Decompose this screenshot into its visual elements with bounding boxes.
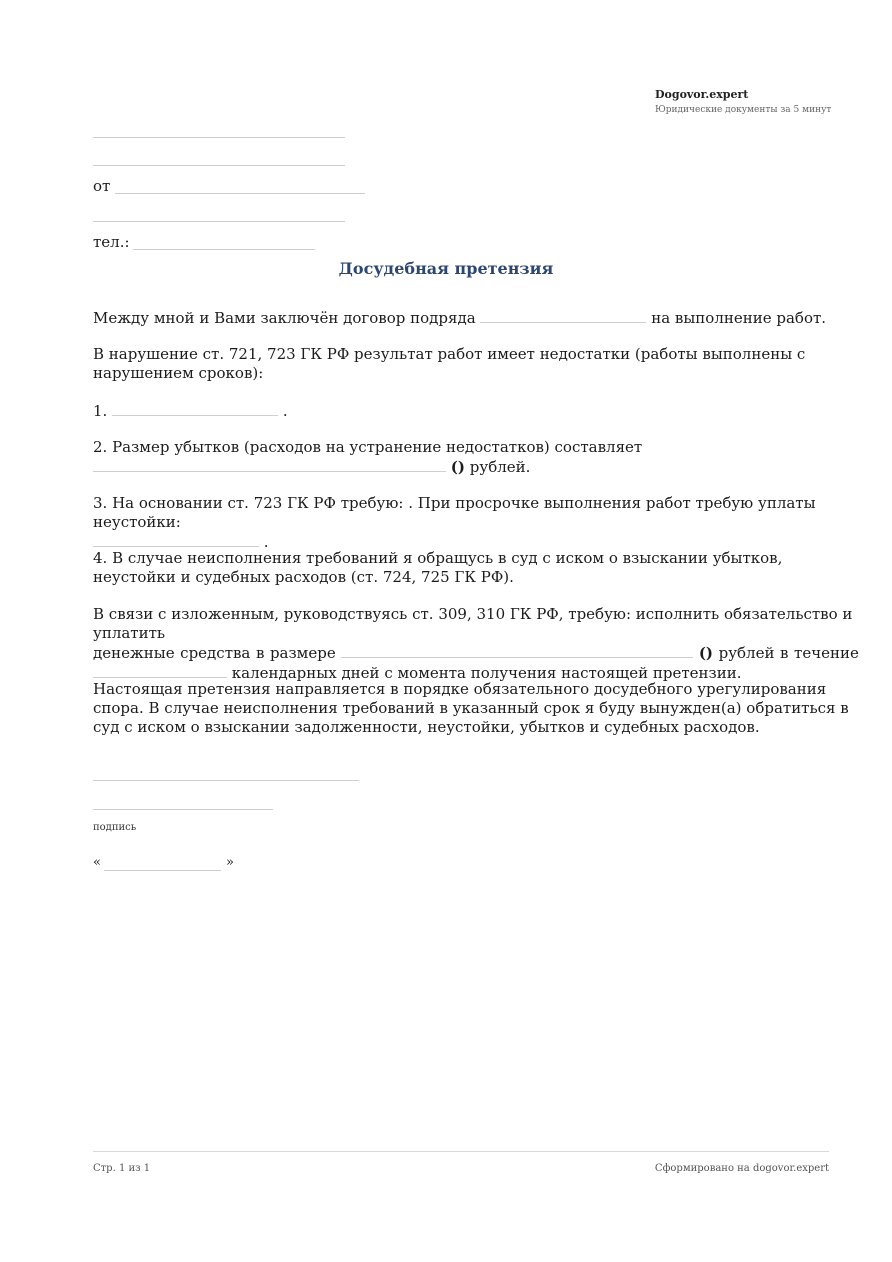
item-1-number: 1. bbox=[93, 402, 108, 420]
brand-block bbox=[655, 88, 831, 115]
damages-currency: рублей. bbox=[469, 458, 531, 476]
paragraph-demand bbox=[93, 494, 859, 552]
paragraph-requirement bbox=[93, 605, 859, 683]
addressee-line-2 bbox=[93, 165, 345, 166]
damages-text: 2. Размер убытков (расходов на устранение недостатков) составляет bbox=[93, 438, 643, 456]
sender-address-line bbox=[93, 221, 345, 222]
date-open-quote: « bbox=[93, 855, 101, 870]
requirement-word-3: в bbox=[255, 644, 265, 662]
from-line bbox=[115, 193, 365, 194]
paragraph-final: Настоящая претензия направляется в порядке обязательного досудебного урегулирования спора. В случае неисполнения требований в указанный срок я буду вынужден(а) обратиться в суд с иском о взыскании задолженности, неустойки, убытков и судебных расходов. bbox=[93, 680, 849, 736]
footer-generated: Сформировано на dogovor.expert bbox=[654, 1163, 829, 1174]
paragraph-contract bbox=[93, 308, 859, 328]
name-line bbox=[93, 780, 359, 781]
demand-text: 3. На основании ст. 723 ГК РФ требую: . При просрочке выполнения работ требую уплаты неустойки: bbox=[93, 494, 816, 531]
paragraph-item-1 bbox=[93, 401, 859, 421]
requirement-word-4: размере bbox=[269, 644, 336, 662]
date-close-quote: » bbox=[226, 855, 234, 870]
addressee-line-1 bbox=[93, 137, 345, 138]
contract-blank bbox=[480, 308, 646, 323]
amount-paren: () bbox=[698, 644, 714, 662]
damages-blank bbox=[93, 457, 446, 472]
contract-text-start: Между мной и Вами заключён договор подряда bbox=[93, 309, 476, 327]
phone-line bbox=[133, 249, 315, 250]
item-1-dot: . bbox=[282, 402, 288, 420]
damages-paren: () bbox=[450, 458, 465, 476]
brand-tagline: Юридические документы за 5 минут bbox=[655, 105, 832, 115]
requirement-word-1: денежные bbox=[93, 644, 175, 662]
footer-divider bbox=[93, 1151, 829, 1152]
paragraph-violation: В нарушение ст. 721, 723 ГК РФ результат работ имеет недостатки (работы выполнены с нарушением сроков): bbox=[93, 345, 806, 382]
paragraph-damages bbox=[93, 438, 859, 477]
date-day-line bbox=[104, 870, 221, 871]
document-title: Досудебная претензия bbox=[338, 259, 554, 278]
requirement-word-2: средства bbox=[180, 644, 251, 662]
demand-dot: . bbox=[263, 533, 269, 551]
requirement-word-6: в bbox=[780, 644, 789, 662]
signature-label: подпись bbox=[93, 822, 137, 833]
amount-blank bbox=[341, 643, 693, 658]
requirement-line-1: В связи с изложенным, руководствуясь ст. 309, 310 ГК РФ, требую: исполнить обязательство и уплатить bbox=[93, 605, 853, 642]
requirement-word-5: рублей bbox=[718, 644, 775, 662]
contract-text-end: на выполнение работ. bbox=[651, 309, 827, 327]
paragraph-court: 4. В случае неисполнения требований я обращусь в суд с иском о взыскании убытков, неустойки и судебных расходов (ст. 724, 725 ГК РФ). bbox=[93, 549, 783, 586]
footer-page-number: Стр. 1 из 1 bbox=[93, 1163, 151, 1174]
requirement-word-7: течение bbox=[794, 644, 859, 662]
from-label: от bbox=[93, 177, 111, 195]
signature-line bbox=[93, 809, 273, 810]
requirement-line-2 bbox=[93, 643, 859, 663]
days-blank bbox=[93, 663, 227, 678]
brand-name: Dogovor.expert bbox=[655, 88, 749, 101]
penalty-blank bbox=[93, 532, 259, 547]
phone-label: тел.: bbox=[93, 233, 130, 251]
requirement-days-text: календарных дней с момента получения настоящей претензии. bbox=[231, 664, 742, 682]
item-1-blank bbox=[112, 401, 278, 416]
